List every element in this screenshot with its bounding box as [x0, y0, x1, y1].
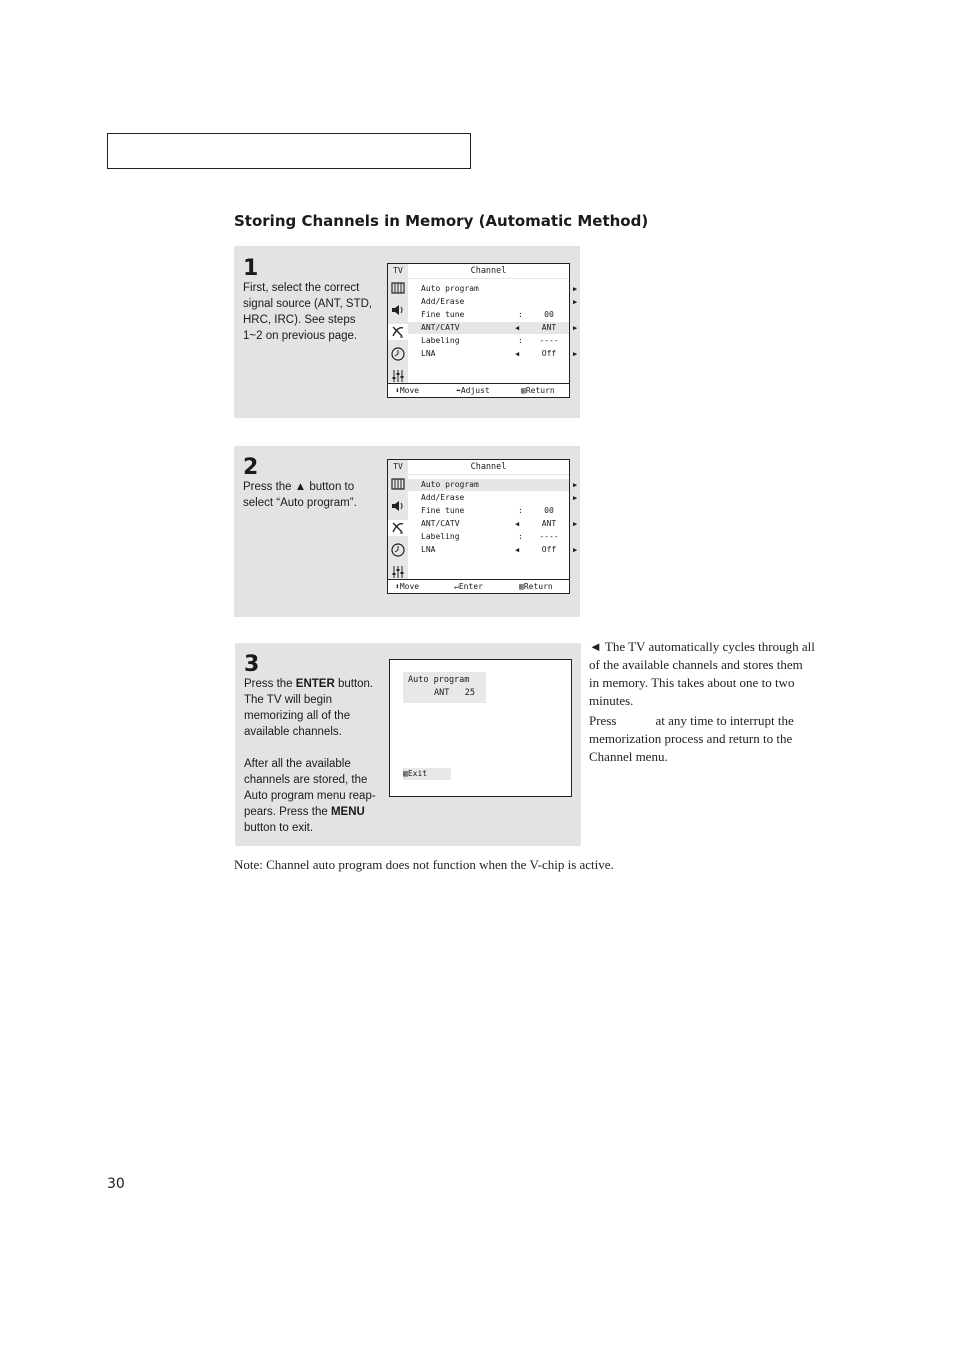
- arrow-right-icon: ▶: [573, 324, 578, 332]
- osd-sidebar: [388, 460, 408, 581]
- osd-row-fine-tune[interactable]: Fine tune : 00: [421, 506, 554, 515]
- adjust-hint: ⬌Adjust: [456, 386, 490, 395]
- setup-icon: [390, 368, 406, 384]
- picture-icon: [390, 476, 406, 492]
- osd-title: Channel: [408, 264, 569, 279]
- arrow-left-icon: ◀: [515, 350, 520, 358]
- menu-icon: ▥: [521, 386, 526, 395]
- updown-icon: ⬍: [395, 582, 400, 591]
- step-2-text: Press the ▲ button to select “Auto program”.: [243, 481, 357, 509]
- osd-tab-tv: TV: [393, 462, 403, 471]
- osd-row-ant-catv[interactable]: ANT/CATV ◀ ANT ▶: [408, 322, 569, 334]
- enter-hint: ↵Enter: [454, 582, 483, 591]
- osd-row-fine-tune[interactable]: Fine tune : 00: [421, 310, 554, 319]
- osd-footer: [388, 579, 569, 593]
- page-number: 30: [107, 1176, 125, 1192]
- step-2-panel: [234, 446, 580, 617]
- up-arrow-icon: ▲: [294, 481, 307, 493]
- osd-row-lna[interactable]: LNA ◀ Off ▶: [421, 349, 578, 358]
- osd-footer: [388, 383, 569, 397]
- osd-row-auto-program[interactable]: Auto program ▶: [408, 479, 569, 491]
- osd-tab-tv: TV: [393, 266, 403, 275]
- updown-icon: ⬍: [395, 386, 400, 395]
- header-box: [107, 133, 471, 169]
- step-1-text: First, select the correct signal source (ANT, STD, HRC, IRC). See steps 1~2 on previous page.: [243, 282, 373, 342]
- arrow-left-icon: ◀: [515, 520, 520, 528]
- menu-key-label: MENU: [330, 806, 365, 818]
- osd-row-labeling[interactable]: Labeling : ----: [421, 532, 559, 541]
- step-3-text-2: After all the available channels are stored, the Auto program menu reap- pears. Press the MENU button to exit.: [244, 758, 376, 834]
- auto-program-status: [403, 672, 486, 703]
- side-note-1: ◄ The TV automatically cycles through all of the available channels and stores them in memory. This takes about one to two minutes.: [589, 639, 815, 708]
- arrow-right-icon: ▶: [573, 520, 578, 528]
- sound-icon: [390, 498, 406, 514]
- move-hint: ⬍Move: [395, 386, 420, 395]
- picture-icon: [390, 280, 406, 296]
- step-3-panel: [235, 643, 581, 846]
- arrow-right-icon: ▶: [573, 546, 578, 554]
- channel-icon: [388, 324, 408, 340]
- exit-hint[interactable]: ▥Exit: [403, 768, 451, 780]
- arrow-right-icon: ▶: [573, 298, 578, 306]
- leftright-icon: ⬌: [456, 386, 461, 395]
- arrow-right-icon: ▶: [573, 494, 578, 502]
- osd-row-lna[interactable]: LNA ◀ Off ▶: [421, 545, 578, 554]
- arrow-right-icon: ▶: [573, 350, 578, 358]
- step-1-number: 1: [243, 256, 259, 281]
- sound-icon: [390, 302, 406, 318]
- osd-title: Channel: [408, 460, 569, 475]
- auto-program-title: Auto program: [408, 675, 470, 685]
- move-hint: ⬍Move: [395, 582, 420, 591]
- return-hint: ▥Return: [519, 582, 553, 591]
- side-note-2: Press at any time to interrupt the memorization process and return to the Channel menu.: [589, 713, 797, 764]
- arrow-left-icon: ◀: [515, 546, 520, 554]
- clock-icon: [390, 346, 406, 362]
- footnote: Note: Channel auto program does not function when the V-chip is active.: [234, 857, 614, 872]
- auto-program-progress: ANT 25: [434, 688, 475, 698]
- setup-icon: [390, 564, 406, 580]
- arrow-right-icon: ▶: [573, 285, 578, 293]
- step-2-number: 2: [243, 455, 259, 480]
- enter-key-label: ENTER: [295, 678, 335, 690]
- osd-row-labeling[interactable]: Labeling : ----: [421, 336, 559, 345]
- return-hint: ▥Return: [521, 386, 555, 395]
- osd-row-ant-catv[interactable]: ANT/CATV ◀ ANT ▶: [421, 519, 578, 528]
- osd-auto-program-screen: [389, 659, 572, 797]
- osd-row-add-erase[interactable]: Add/Erase ▶: [421, 493, 578, 502]
- channel-icon: [388, 520, 408, 536]
- step-3-text-1: Press the ENTER button. The TV will begin memorizing all of the available channels.: [244, 678, 374, 738]
- osd-row-auto-program[interactable]: Auto program ▶: [421, 284, 578, 293]
- osd-channel-menu-step1: [387, 263, 578, 398]
- menu-icon: ▥: [519, 582, 524, 591]
- osd-row-add-erase[interactable]: Add/Erase ▶: [421, 297, 578, 306]
- arrow-right-icon: ▶: [573, 481, 578, 489]
- step-1-panel: [234, 246, 580, 418]
- section-title: Storing Channels in Memory (Automatic Method): [234, 212, 649, 230]
- osd-channel-menu-step2: [387, 459, 578, 594]
- menu-icon: ▥: [403, 769, 408, 778]
- osd-sidebar: [388, 264, 408, 385]
- clock-icon: [390, 542, 406, 558]
- enter-icon: ↵: [454, 582, 459, 591]
- arrow-left-icon: ◀: [515, 324, 520, 332]
- step-3-number: 3: [244, 652, 260, 677]
